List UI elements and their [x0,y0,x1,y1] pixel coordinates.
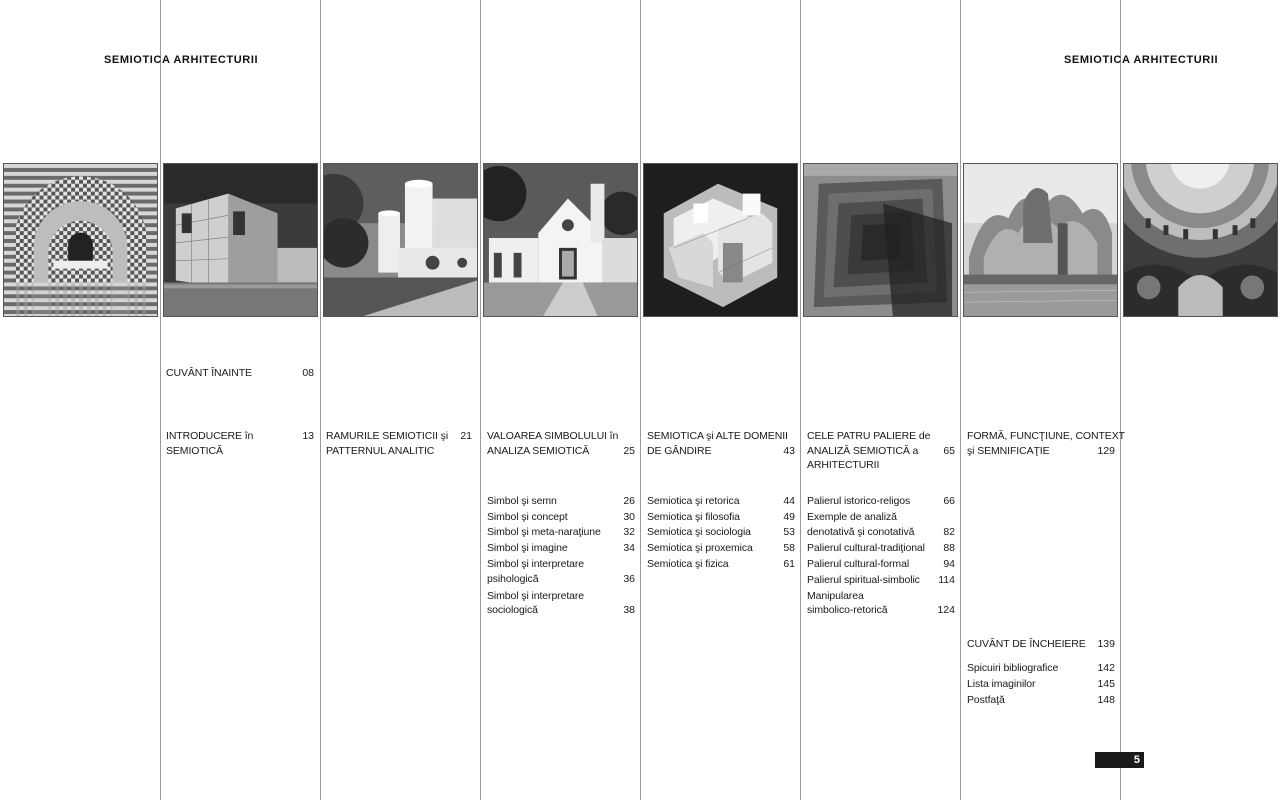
toc-item[interactable]: Simbol şi meta-naraţiune [487,526,601,538]
column-divider [160,0,161,800]
toc-item[interactable]: Manipularea [807,590,864,602]
toc-item[interactable]: Semiotica şi filosofia [647,511,740,523]
toc-item[interactable]: Semiotica şi retorica [647,495,740,507]
toc-item-page: 49 [783,511,795,523]
toc-symbol-line2[interactable]: ANALIZA SEMIOTICĂ [487,445,590,457]
toc-closing-title[interactable]: CUVÂNT DE ÎNCHEIERE [967,638,1086,650]
toc-item-page: 38 [623,604,635,616]
toc-branches-page: 21 [460,430,472,442]
toc-item-line2[interactable]: denotativă şi conotativă [807,526,915,538]
toc-intro-page: 13 [302,430,314,442]
toc-intro-line1[interactable]: INTRODUCERE în [166,430,254,442]
running-title-right: SEMIOTICA ARHITECTURII [1064,54,1219,66]
toc-form-page: 129 [1097,445,1115,457]
toc-item-page: 94 [943,558,955,570]
toc-symbol-page: 25 [623,445,635,457]
toc-item-page: 124 [937,604,955,616]
column-divider [1120,0,1121,800]
column-divider [800,0,801,800]
toc-item-page: 142 [1097,662,1115,674]
toc-item-page: 26 [623,495,635,507]
toc-item-page: 36 [623,573,635,585]
toc-domains-line2[interactable]: DE GÂNDIRE [647,445,712,457]
toc-item-page: 61 [783,558,795,570]
toc-item-page: 32 [623,526,635,538]
toc-item-page: 148 [1097,694,1115,706]
toc-branches-line1[interactable]: RAMURILE SEMIOTICII şi [326,430,449,442]
toc-item[interactable]: Simbol şi interpretare [487,590,585,602]
toc-item[interactable]: Simbol şi semn [487,495,557,507]
column-divider [640,0,641,800]
column-divider [960,0,961,800]
toc-item-page: 145 [1097,678,1115,690]
toc-item-page: 30 [623,511,635,523]
toc-item[interactable]: Spicuiri bibliografice [967,662,1059,674]
toc-item-page: 34 [623,542,635,554]
column-divider [320,0,321,800]
stepped-pyramid-aerial-image [803,163,958,317]
toc-item[interactable]: Postfaţă [967,694,1005,706]
toc-item-page: 58 [783,542,795,554]
toc-item-line2[interactable]: psihologică [487,573,539,585]
metallic-museum-image [963,163,1118,317]
white-towers-building-image [323,163,478,317]
toc-item[interactable]: Semiotica şi fizica [647,558,729,570]
toc-levels-line3[interactable]: ARHITECTURII [807,459,880,471]
column-divider [480,0,481,800]
toc-item[interactable]: Semiotica şi proxemica [647,542,753,554]
toc-branches-line2[interactable]: PATTERNUL ANALITIC [326,445,435,457]
toc-item-page: 44 [783,495,795,507]
toc-closing-page: 139 [1097,638,1115,650]
toc-foreword-title[interactable]: CUVÂNT ÎNAINTE [166,367,252,379]
toc-item-page: 88 [943,542,955,554]
toc-item-line2[interactable]: sociologică [487,604,538,616]
toc-item-line2[interactable]: simbolico-retorică [807,604,888,616]
toc-item-page: 82 [943,526,955,538]
toc-foreword-page: 08 [302,367,314,379]
toc-item[interactable]: Simbol şi concept [487,511,568,523]
toc-form-line2[interactable]: şi SEMNIFICAŢIE [967,445,1050,457]
toc-item[interactable]: Lista imaginilor [967,678,1036,690]
toc-symbol-line1[interactable]: VALOAREA SIMBOLULUI în [487,430,619,442]
running-title-left: SEMIOTICA ARHITECTURII [104,54,259,66]
toc-domains-line1[interactable]: SEMIOTICA şi ALTE DOMENII [647,430,788,442]
toc-item[interactable]: Palierul cultural-tradiţional [807,542,925,554]
toc-item[interactable]: Palierul spiritual-simbolic [807,574,920,586]
toc-item[interactable]: Palierul cultural-formal [807,558,910,570]
toc-levels-line2[interactable]: ANALIZĂ SEMIOTICĂ a [807,445,919,457]
toc-item[interactable]: Simbol şi interpretare [487,558,585,570]
cube-building-water-image [163,163,318,317]
toc-levels-line1[interactable]: CELE PATRU PALIERE de [807,430,931,442]
toc-domains-page: 43 [783,445,795,457]
arched-chapel-stripes-image [3,163,158,317]
toc-item-page: 53 [783,526,795,538]
white-model-aerial-image [643,163,798,317]
toc-item[interactable]: Exemple de analiză [807,511,897,523]
toc-item-page: 114 [938,574,955,586]
dome-interior-image [1123,163,1278,317]
page-number: 5 [1095,752,1144,768]
toc-levels-page: 65 [943,445,955,457]
toc-form-line1[interactable]: FORMĂ, FUNCŢIUNE, CONTEXT [967,430,1125,442]
toc-item[interactable]: Palierul istorico-religos [807,495,911,507]
toc-item-page: 66 [943,495,955,507]
toc-intro-line2[interactable]: SEMIOTICĂ [166,445,223,457]
toc-item[interactable]: Simbol şi imagine [487,542,568,554]
toc-item[interactable]: Semiotica şi sociologia [647,526,751,538]
white-church-facade-image [483,163,638,317]
